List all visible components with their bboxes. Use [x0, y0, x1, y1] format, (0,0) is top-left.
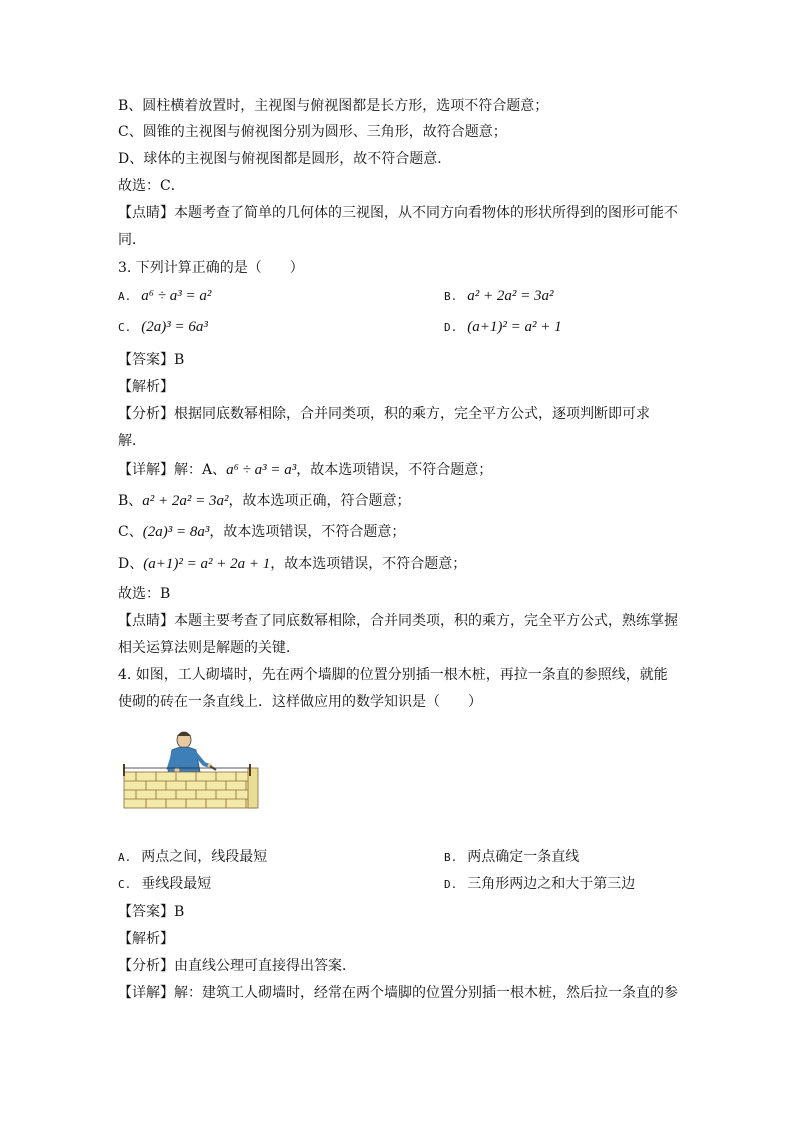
- option-letter: D.: [444, 321, 458, 334]
- q3-option-a: [118, 285, 211, 308]
- q4-option-b: [444, 846, 579, 869]
- answer-value: B: [174, 904, 185, 920]
- step-formula: a² + 2a² = 3a²: [142, 493, 229, 509]
- q4-xiangjie: [118, 983, 678, 1003]
- step-prefix: D、: [118, 556, 144, 572]
- worker-figure: [168, 732, 216, 773]
- option-letter: D.: [444, 878, 458, 891]
- q4-fenxi: [118, 956, 356, 976]
- question-3-stem: 3. 下列计算正确的是（ ）: [118, 260, 304, 276]
- bricklayer-illustration: [122, 728, 262, 810]
- q3-answer: [118, 350, 184, 370]
- step-formula: (a+1)² = a² + 2a + 1: [143, 556, 271, 572]
- q3-xiangjie-a: [118, 460, 492, 480]
- option-letter: A.: [118, 851, 132, 864]
- brick-wall: [124, 768, 258, 808]
- text-line: B、圆柱横着放置时，主视图与俯视图都是长方形，选项不符合题意；: [118, 98, 549, 114]
- option-formula: a² + 2a² = 3a²: [467, 288, 554, 304]
- text-line: C、圆锥的主视图与俯视图分别为圆形、三角形，故符合题意；: [118, 124, 507, 140]
- q3-xiangjie-d: [118, 554, 466, 574]
- text-line: 故选：C．: [118, 178, 185, 194]
- analysis-tag: 【解析】: [118, 379, 174, 395]
- fenxi-text: 由直线公理可直接得出答案．: [174, 958, 356, 974]
- question-4-stem: 4. 如图，工人砌墙时，先在两个墙脚的位置分别插一根木桩，再拉一条直的参照线，就能: [118, 667, 668, 683]
- q4-answer: [118, 902, 184, 922]
- q3-dianjing: [118, 611, 678, 631]
- q4-option-d: [444, 873, 635, 896]
- step-suffix: ，故本选项错误，不符合题意；: [270, 556, 467, 572]
- option-formula: (a+1)² = a² + 1: [467, 319, 562, 335]
- xiangjie-tag: 【详解】: [118, 462, 174, 478]
- q4-option-a: [118, 846, 267, 869]
- q3-option-b: [444, 285, 554, 308]
- q3-xiangjie-c: [118, 522, 405, 542]
- option-letter: A.: [118, 290, 132, 303]
- answer-tag: 【答案】: [118, 904, 174, 920]
- dianjing-text: 本题主要考查了同底数幂相除，合并同类项，积的乘方，完全平方公式，熟练掌握: [174, 613, 678, 629]
- option-letter: B.: [444, 851, 458, 864]
- step-suffix: ，故本选项正确，符合题意；: [228, 493, 411, 509]
- xiangjie-text: 解：建筑工人砌墙时，经常在两个墙脚的位置分别插一根木桩，然后拉一条直的参: [174, 985, 678, 1001]
- option-text: 两点之间，线段最短: [141, 849, 268, 865]
- dianjing-text: 本题考查了简单的几何体的三视图，从不同方向看物体的形状所得到的图形可能不: [174, 205, 678, 221]
- text-line: D、球体的主视图与俯视图都是圆形，故不符合题意．: [118, 151, 452, 167]
- step-prefix: 解：A、: [174, 462, 227, 478]
- q3-analysis-tag: [118, 377, 174, 397]
- option-text: 两点确定一条直线: [467, 849, 580, 865]
- dianjing-tag: 【点睛】: [118, 205, 174, 221]
- option-text: 三角形两边之和大于第三边: [467, 876, 636, 892]
- q4-option-c: [118, 873, 211, 896]
- q3-choose: 故选：B: [118, 586, 171, 602]
- step-suffix: ，故本选项错误，不符合题意；: [209, 524, 406, 540]
- option-letter: C.: [118, 321, 132, 334]
- q3-dianjing-cont: 相关运算法则是解题的关键．: [118, 640, 300, 656]
- option-formula: (2a)³ = 6a³: [141, 319, 208, 335]
- q3-fenxi: [118, 404, 650, 424]
- option-text: 垂线段最短: [141, 876, 212, 892]
- step-formula: (2a)³ = 8a³: [142, 524, 210, 540]
- answer-value: B: [174, 352, 185, 368]
- q3-option-c: [118, 316, 208, 339]
- option-letter: B.: [444, 290, 458, 303]
- dianjing-tag: 【点睛】: [118, 613, 174, 629]
- q3-fenxi-cont: 解．: [118, 433, 146, 449]
- xiangjie-tag: 【详解】: [118, 985, 174, 1001]
- q3-xiangjie-b: [118, 491, 411, 511]
- q4-analysis-tag: [118, 929, 174, 949]
- step-suffix: ，故本选项错误，不符合题意；: [296, 462, 493, 478]
- text-line: [118, 203, 678, 223]
- step-formula: a⁶ ÷ a³ = a³: [226, 462, 297, 478]
- q3-option-d: [444, 316, 562, 339]
- option-letter: C.: [118, 878, 132, 891]
- step-prefix: C、: [118, 524, 143, 540]
- option-formula: a⁶ ÷ a³ = a²: [141, 288, 212, 304]
- fenxi-tag: 【分析】: [118, 958, 174, 974]
- question-4-stem-cont: 使砌的砖在一条直线上．这样做应用的数学知识是（ ）: [118, 694, 482, 710]
- text-line: 同．: [118, 232, 146, 248]
- answer-tag: 【答案】: [118, 352, 174, 368]
- analysis-tag: 【解析】: [118, 931, 174, 947]
- fenxi-text: 根据同底数幂相除，合并同类项，积的乘方，完全平方公式，逐项判断即可求: [174, 406, 650, 422]
- step-prefix: B、: [118, 493, 143, 509]
- fenxi-tag: 【分析】: [118, 406, 174, 422]
